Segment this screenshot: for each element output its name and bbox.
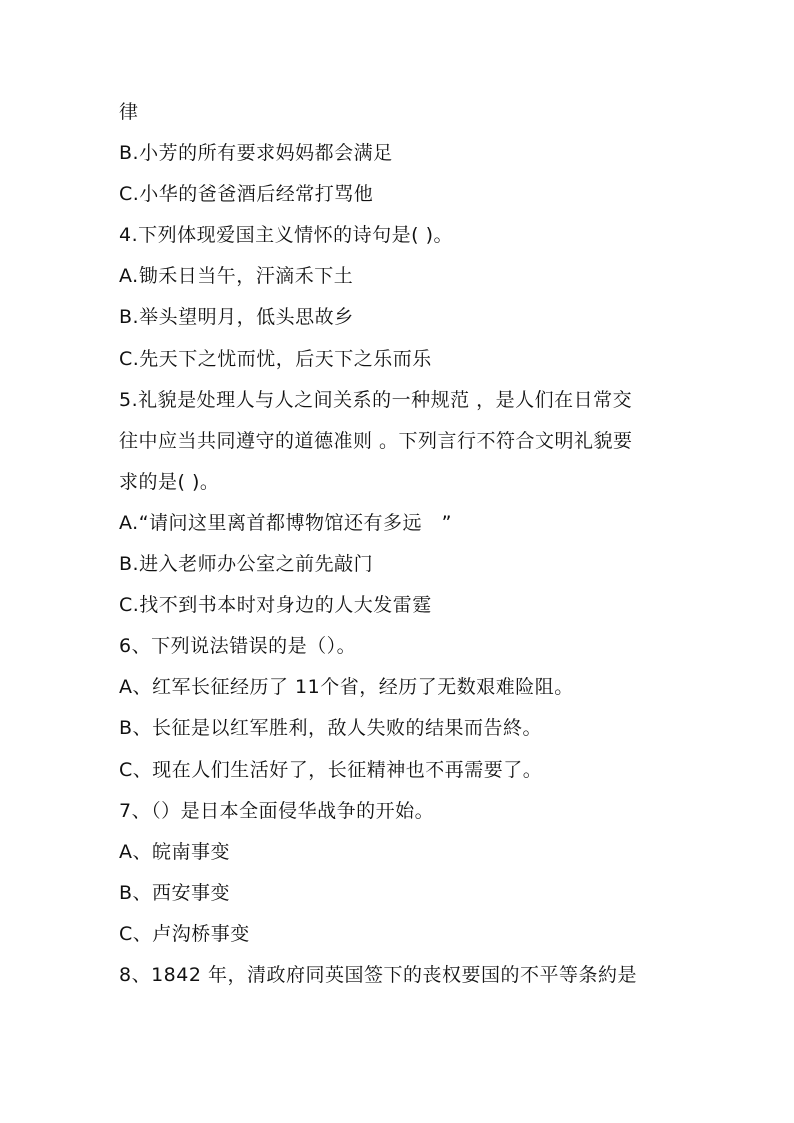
option-b: B、西安事变 xyxy=(119,881,231,904)
text-line: B.小芳的所有要求妈妈都会满足 xyxy=(119,142,393,165)
text-line: C.小华的爸爸酒后经常打骂他 xyxy=(119,183,374,206)
option-b: B.举头望明月，低头思故乡 xyxy=(119,306,354,329)
option-a: A、红军长征经历了 11个省，经历了无数艰难险阻。 xyxy=(119,676,574,699)
question-5-line-3: 求的是( )。 xyxy=(119,470,220,493)
option-c: C、卢沟桥事变 xyxy=(119,922,250,945)
option-a: A.锄禾日当午，汗滴禾下土 xyxy=(119,265,354,288)
option-a: A.“请问这里离首都博物馆还有多远 ” xyxy=(119,511,453,534)
question-8: 8、1842 年，清政府同英国签下的丧权要国的不平等条約是 xyxy=(119,963,637,986)
option-a: A、皖南事变 xyxy=(119,840,230,863)
option-c: C.先天下之忧而忧，后天下之乐而乐 xyxy=(119,347,432,370)
option-c: C、现在人们生活好了，长征精神也不再需要了。 xyxy=(119,758,543,781)
option-b: B、长征是以红军胜利，敌人失败的结果而告終。 xyxy=(119,717,543,740)
text-line: 律 xyxy=(119,101,139,123)
question-7: 7、（）是日本全面侵华战争的开始。 xyxy=(119,799,435,822)
question-6: 6、下列说法错误的是（）。 xyxy=(119,635,357,658)
question-5-line-2: 往中应当共同遵守的道德准则 。下列言行不符合文明礼貌要 xyxy=(119,429,633,452)
option-b: B.进入老师办公室之前先敲门 xyxy=(119,553,374,576)
option-c: C.找不到书本时对身边的人大发雷霆 xyxy=(119,594,432,617)
question-4: 4.下列体现爱国主义情怀的诗句是( )。 xyxy=(119,224,453,247)
question-5-line-1: 5.礼貌是处理人与人之间关系的一种规范 ，是人们在日常交 xyxy=(119,388,633,411)
document-body xyxy=(119,92,689,996)
